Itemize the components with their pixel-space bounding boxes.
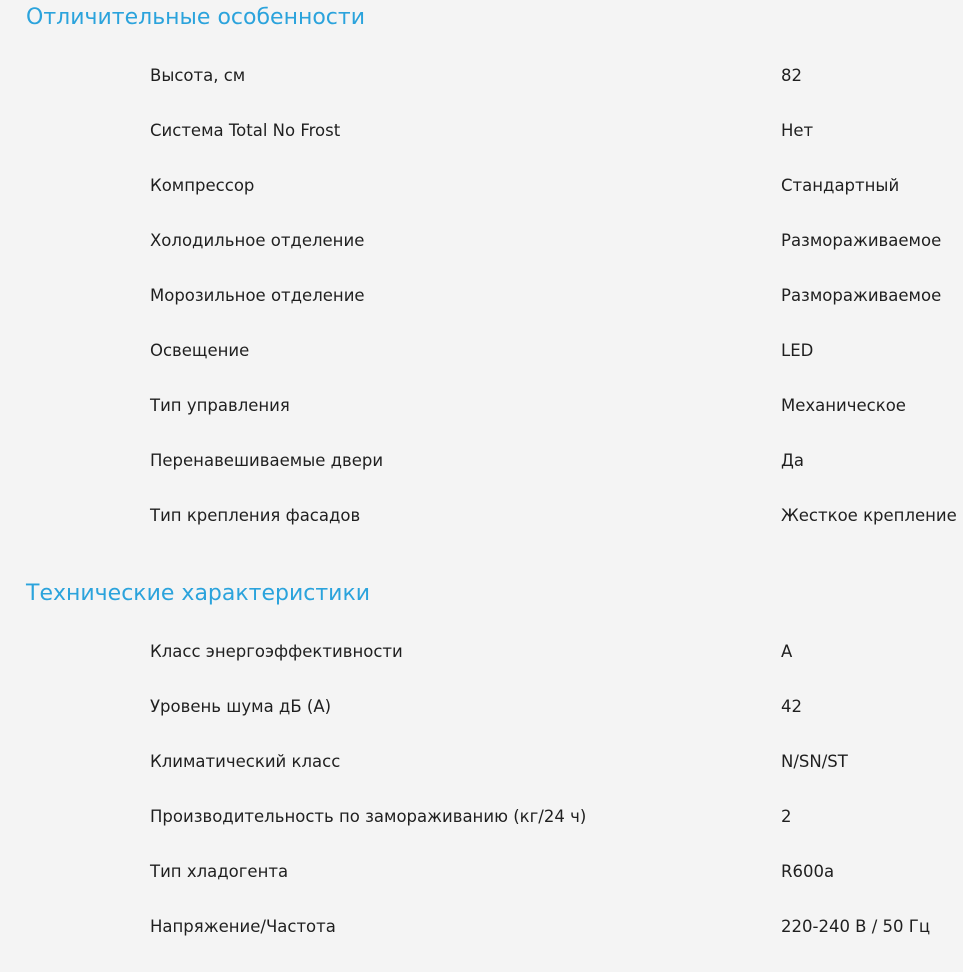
spec-row — [0, 752, 963, 807]
spec-row — [0, 176, 963, 231]
spec-value: N/SN/ST — [781, 752, 848, 771]
spec-value: 220-240 В / 50 Гц — [781, 917, 931, 936]
spec-row — [0, 396, 963, 451]
spec-value: Размораживаемое — [781, 231, 942, 250]
spec-row — [0, 917, 963, 972]
spec-label: Уровень шума дБ (A) — [150, 697, 332, 716]
spec-value: Жесткое крепление — [781, 506, 957, 525]
spec-label: Морозильное отделение — [150, 286, 365, 305]
spec-label: Холодильное отделение — [150, 231, 365, 250]
spec-value: Стандартный — [781, 176, 900, 195]
spec-label: Освещение — [150, 341, 250, 360]
spec-label: Производительность по замораживанию (кг/24 ч) — [150, 807, 587, 826]
spec-label: Компрессор — [150, 176, 255, 195]
spec-label: Напряжение/Частота — [150, 917, 336, 936]
section-title-technical: Технические характеристики — [26, 581, 371, 606]
spec-label: Перенавешиваемые двери — [150, 451, 384, 470]
spec-label: Тип хладогента — [150, 862, 289, 881]
spec-value: 82 — [781, 66, 802, 85]
spec-row — [0, 506, 963, 561]
spec-list-technical — [0, 642, 963, 972]
spec-row — [0, 697, 963, 752]
spec-value: LED — [781, 341, 814, 360]
spec-label: Система Total No Frost — [150, 121, 341, 140]
spec-label: Класс энергоэффективности — [150, 642, 403, 661]
spec-list-features — [0, 66, 963, 561]
spec-row — [0, 642, 963, 697]
spec-label: Тип управления — [150, 396, 290, 415]
spec-value: Размораживаемое — [781, 286, 942, 305]
spec-row — [0, 231, 963, 286]
spec-row — [0, 121, 963, 176]
spec-row — [0, 451, 963, 506]
spec-value: A — [781, 642, 793, 661]
spec-label: Тип крепления фасадов — [150, 506, 361, 525]
spec-label: Высота, см — [150, 66, 246, 85]
spec-value: R600a — [781, 862, 835, 881]
spec-row — [0, 286, 963, 341]
spec-label: Климатический класс — [150, 752, 341, 771]
spec-row — [0, 341, 963, 396]
spec-value: Механическое — [781, 396, 906, 415]
spec-row — [0, 66, 963, 121]
spec-value: Нет — [781, 121, 814, 140]
section-title-features: Отличительные особенности — [26, 5, 366, 30]
spec-value: 2 — [781, 807, 792, 826]
spec-value: Да — [781, 451, 805, 470]
spec-row — [0, 862, 963, 917]
spec-row — [0, 807, 963, 862]
spec-value: 42 — [781, 697, 802, 716]
